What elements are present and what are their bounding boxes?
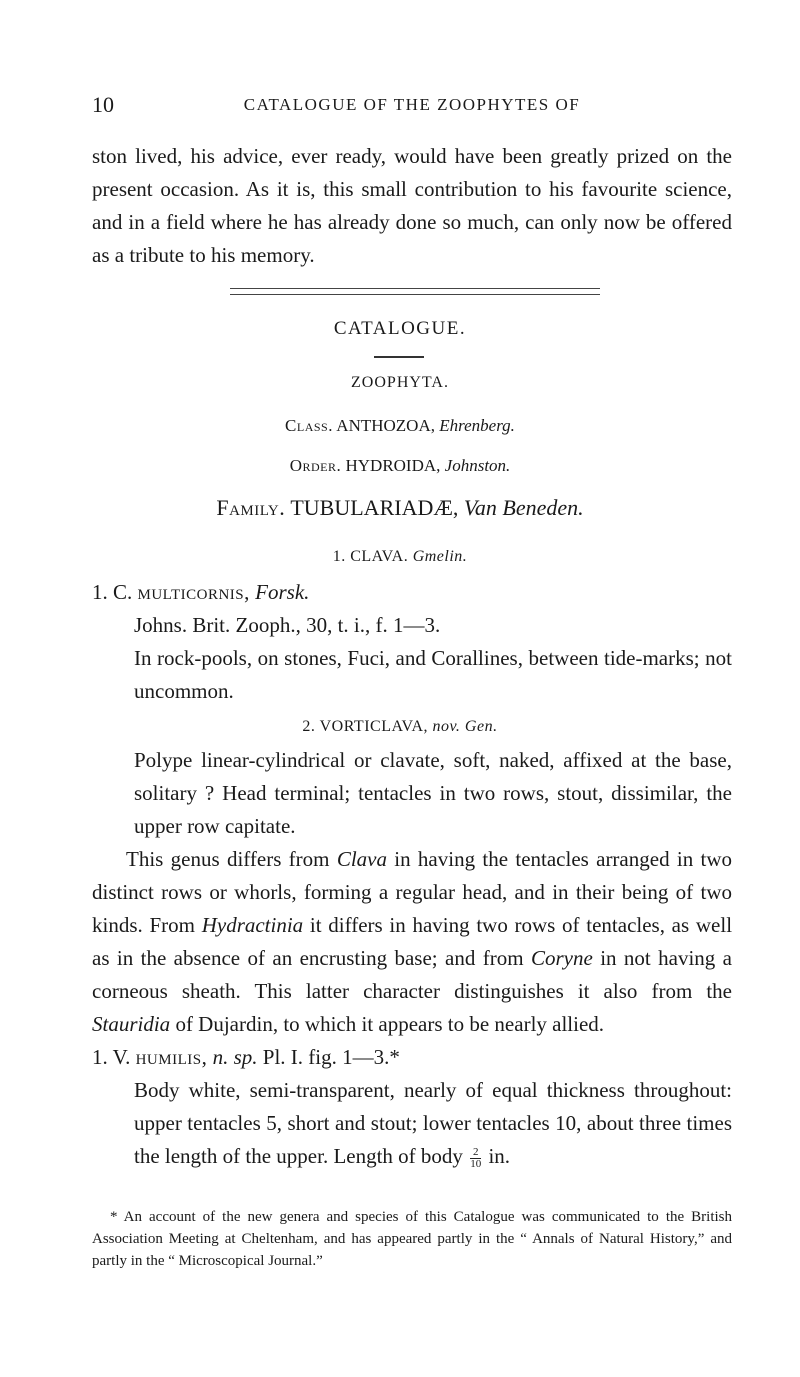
fraction-numerator: 2 <box>472 1145 479 1158</box>
species-habitat: In rock-pools, on stones, Fuci, and Corallines, between tide-marks; not uncommon. <box>134 646 732 703</box>
intro-paragraph: ston lived, his advice, ever ready, would have been greatly prized on the present occasion. As it is, this small contribution to his favourite science, and in a field where he has already done so much, can only now be offered as a tribute to his memory. <box>92 144 732 267</box>
species-name: multicornis, <box>137 580 250 604</box>
species-entry-multicornis <box>92 576 732 609</box>
discussion-text: in not having a corneous sheath. This latter character distinguishes it also from the <box>92 946 733 1003</box>
order-name: HYDROIDA, <box>345 456 441 475</box>
genus-title: 2. VORTICLAVA, <box>302 718 429 735</box>
genus-ref-hydractinia: Hydractinia <box>201 913 304 937</box>
genus-ref-coryne: Coryne <box>530 946 593 970</box>
genus-author: Gmelin. <box>412 548 468 565</box>
species-entry-humilis <box>92 1041 732 1074</box>
running-title: CATALOGUE OF THE ZOOPHYTES OF <box>243 95 581 114</box>
class-line <box>0 416 800 436</box>
length-unit: in. <box>488 1144 511 1168</box>
fraction-denominator: 10 <box>470 1157 482 1170</box>
discussion-text: it differs in having two rows of tentacles, as well as in the absence of an encrusting base; and from <box>92 913 733 970</box>
discussion-text: in having the tentacles arranged in two distinct rows or whorls, forming a regular head, and in their being of two kinds. From <box>92 847 733 937</box>
genus-heading-vorticlava <box>0 718 800 736</box>
order-line <box>0 456 800 476</box>
length-fraction <box>470 1147 481 1170</box>
short-rule-divider <box>374 356 424 358</box>
class-label: Class. <box>285 416 333 435</box>
species-number: 1. C. <box>92 580 133 604</box>
genus-heading-clava <box>0 548 800 566</box>
genus-ref-stauridia: Stauridia <box>92 1012 171 1036</box>
species-plate: Pl. I. fig. 1—3.* <box>262 1045 400 1069</box>
discussion-text: of Dujardin, to which it appears to be nearly allied. <box>175 1012 605 1036</box>
footnote: * An account of the new genera and species of this Catalogue was communicated to the British Association Meeting at Cheltenham, and has appeared partly in the “ Annals of Natural History,” and partly in the “ Microscopical Journal.” <box>92 1209 732 1269</box>
discussion-paragraph <box>92 843 732 1041</box>
species-nsp: n. sp. <box>212 1045 258 1069</box>
species-description-text: Body white, semi-transparent, nearly of equal thickness throughout: upper tentacles 5, short and stout; lower tentacles 10, about three times the length of the upper. <box>134 1078 732 1168</box>
class-author: Ehrenberg. <box>439 416 515 435</box>
page-number: 10 <box>92 92 114 117</box>
discussion-text: This genus differs from <box>126 847 330 871</box>
genus-author: nov. Gen. <box>432 718 498 735</box>
family-label: Family. <box>216 495 286 520</box>
species-author: Forsk. <box>255 580 310 604</box>
catalogue-heading: CATALOGUE. <box>333 318 467 339</box>
species-reference: Johns. Brit. Zooph., 30, t. i., f. 1—3. <box>134 613 441 637</box>
species-number: 1. V. <box>92 1045 131 1069</box>
class-name: ANTHOZOA, <box>336 416 435 435</box>
double-rule-divider <box>230 288 600 295</box>
zoophyta-heading: ZOOPHYTA. <box>351 374 449 391</box>
species-description <box>134 1074 732 1173</box>
order-label: Order. <box>289 456 342 475</box>
genus-ref-clava: Clava <box>336 847 387 871</box>
family-name: TUBULARIADÆ, <box>290 495 459 520</box>
page-header <box>92 92 732 122</box>
length-label: Length of body <box>333 1144 463 1168</box>
family-line <box>0 495 800 521</box>
order-author: Johnston. <box>444 456 511 475</box>
species-name: humilis, <box>135 1045 208 1069</box>
genus-title: 1. CLAVA. <box>332 548 409 565</box>
family-author: Van Beneden. <box>463 495 584 520</box>
genus-description: Polype linear-cylindrical or clavate, soft, naked, affixed at the base, solitary ? Head terminal; tentacles in two rows, stout, dissimilar, the upper row capitate. <box>134 748 732 838</box>
